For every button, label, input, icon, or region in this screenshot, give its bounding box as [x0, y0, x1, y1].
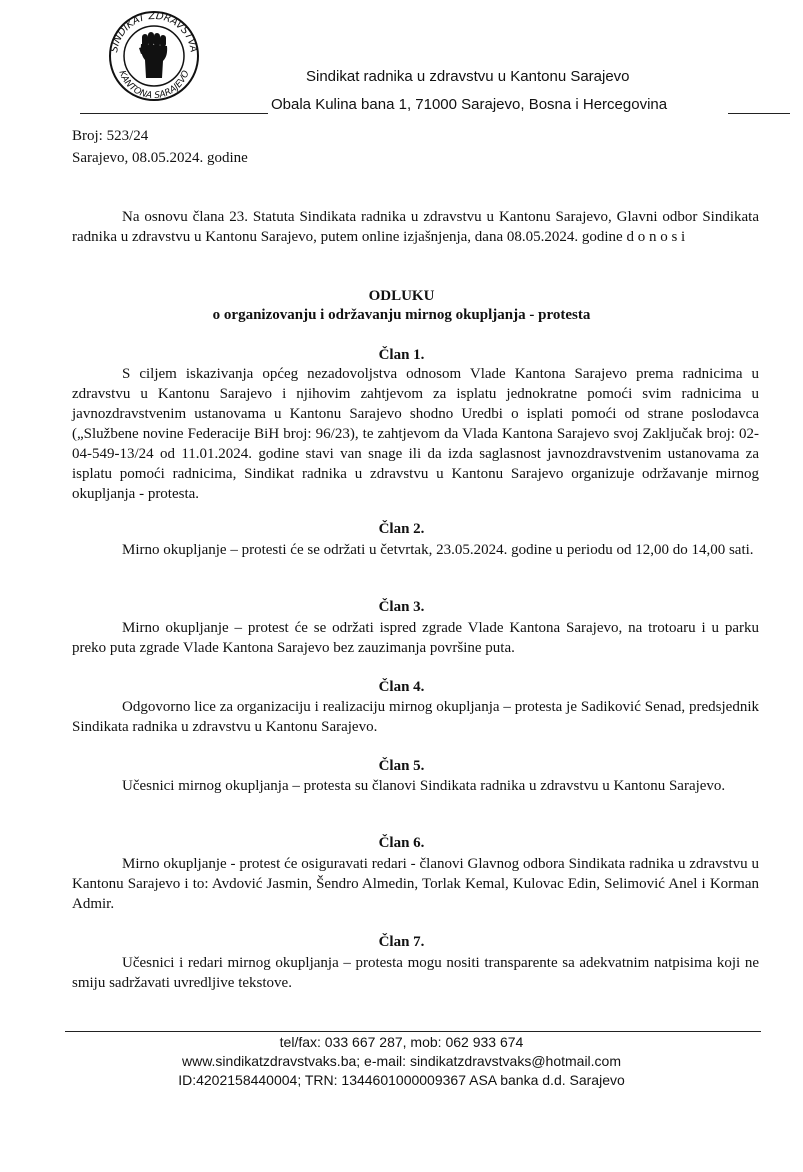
footer-ids-bank: ID:4202158440004; TRN: 1344601000009367 ASA banka d.d. Sarajevo	[178, 1072, 625, 1088]
document-place-date: Sarajevo, 08.05.2024. godine	[72, 150, 248, 166]
article-4-text: Odgovorno lice za organizaciju i realizaciju mirnog okupljanja – protesta je Sadiković Senad, predsjednik Sindikata radnika u zdravstvu u Kantonu Sarajevo.	[72, 699, 759, 735]
article-5-text: Učesnici mirnog okupljanja – protesta su članovi Sindikata radnika u zdravstvu u Kantonu Sarajevo.	[122, 778, 726, 794]
article-7-body	[72, 953, 759, 993]
intro-paragraph	[72, 207, 759, 247]
article-6-body	[72, 854, 759, 914]
article-4-heading: Član 4.	[378, 679, 425, 695]
decision-title: ODLUKU	[368, 288, 435, 304]
footer-contact	[0, 1033, 803, 1090]
organization-name: Sindikat radnika u zdravstvu u Kantonu Sarajevo	[306, 68, 630, 85]
header-rule-right	[728, 113, 790, 114]
footer-web-email: www.sindikatzdravstvaks.ba; e-mail: sindikatzdravstvaks@hotmail.com	[181, 1053, 622, 1069]
article-7-text: Učesnici i redari mirnog okupljanja – protesta mogu nositi transparente sa adekvatnim natpisima koji ne smiju sadržavati uvredljive tekstove.	[72, 955, 759, 991]
header-rule-left	[80, 113, 268, 114]
logo-text-top: SINDIKAT ZDRAVSTVA	[109, 10, 199, 54]
article-1-text: S ciljem iskazivanja općeg nezadovoljstva odnosom Vlade Kantona Sarajevo prema radnicima u zdravstvu u Kantonu Sarajevo i njihovim zahtjevom za isplatu jednokratne pomoći svim radnicima u javnozdravstvenim ustanovama u Kantonu Sarajevo shodno Uredbi o isplati pomoći od strane poslodavca („Službene novine Federacije BiH broj: 96/23), te zahtjevom da Vlada Kantona Sarajevo svoj Zaključak broj: 02-04-549-13/24 od 11.01.2024. godine stavi van snage ili da izda saglasnost javnozdravstvenim ustanovama za isplatu pomoći radnicima, Sindikat radnika u zdravstvu u Kantonu Sarajevo organizuje održavanje mirnog okupljanja - protesta.	[72, 366, 759, 502]
article-6-heading: Član 6.	[378, 835, 425, 851]
logo-text-bottom: KANTONA SARAJEVO	[116, 69, 192, 102]
article-2-body	[72, 540, 759, 560]
union-logo	[84, 6, 224, 102]
intro-text: Na osnovu člana 23. Statuta Sindikata radnika u zdravstvu u Kantonu Sarajevo, Glavni odbor Sindikata radnika u zdravstvu u Kantonu Sarajevo, putem online izjašnjenja, dana 08.05.2024. godine d o n o s i	[72, 209, 759, 245]
article-5-body	[72, 776, 759, 796]
decision-subtitle: o organizovanju i održavanju mirnog okupljanja - protesta	[212, 307, 591, 323]
document-meta	[72, 125, 248, 169]
article-4-body	[72, 697, 759, 737]
organization-address: Obala Kulina bana 1, 71000 Sarajevo, Bosna i Hercegovina	[271, 96, 668, 113]
article-2-text: Mirno okupljanje – protesti će se održati u četvrtak, 23.05.2024. godine u periodu od 12,00 do 14,00 sati.	[122, 542, 754, 558]
article-3-body	[72, 618, 759, 658]
article-3-heading: Član 3.	[378, 599, 425, 615]
fist-icon	[139, 32, 167, 78]
article-3-text: Mirno okupljanje – protest će se održati ispred zgrade Vlade Kantona Sarajevo, na trotoaru i u parku preko puta zgrade Vlade Kantona Sarajevo bez zauzimanja površine puta.	[72, 620, 759, 656]
article-5-heading: Član 5.	[378, 758, 425, 774]
footer-rule	[65, 1031, 761, 1032]
article-6-text: Mirno okupljanje - protest će osiguravati redari - članovi Glavnog odbora Sindikata radnika u zdravstvu u Kantonu Sarajevo i to: Avdović Jasmin, Šendro Almedin, Torlak Kemal, Kulovac Edin, Selimović Anel i Korman Admir.	[72, 856, 759, 912]
article-1-body	[72, 364, 759, 504]
article-2-heading: Član 2.	[378, 521, 425, 537]
article-7-heading: Član 7.	[378, 934, 425, 950]
document-number: Broj: 523/24	[72, 128, 149, 144]
article-1-heading: Član 1.	[378, 347, 425, 363]
footer-phone: tel/fax: 033 667 287, mob: 062 933 674	[279, 1034, 524, 1050]
